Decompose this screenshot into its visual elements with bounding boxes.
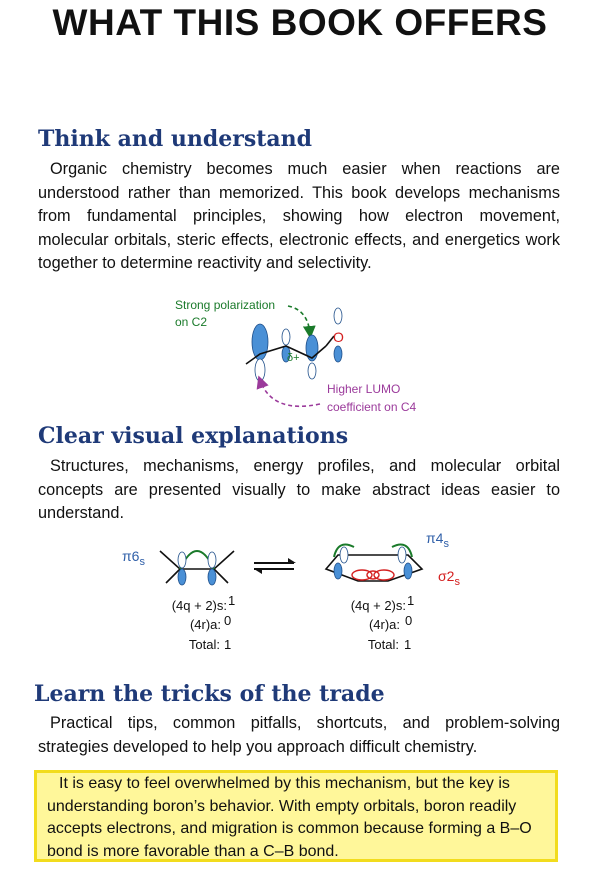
left-count-value-1: 1 bbox=[228, 593, 236, 608]
polarization-arrow bbox=[288, 306, 310, 334]
right-count-value-3: 1 bbox=[404, 637, 412, 652]
orbital-c2-bottom bbox=[308, 363, 316, 379]
orbital-polarization-figure bbox=[160, 292, 450, 420]
orbital-o-bottom bbox=[334, 346, 342, 362]
left-count-label-3: Total: bbox=[188, 637, 220, 652]
orbital-c4-bottom bbox=[255, 359, 265, 381]
left-skeleton-right bbox=[214, 551, 234, 583]
page-title: WHAT THIS BOOK OFFERS bbox=[52, 2, 548, 43]
delta-plus-label: δ+ bbox=[287, 352, 300, 364]
woodward-hoffmann-figure bbox=[108, 525, 488, 655]
left-pi-label: $\pi 6_s$ bbox=[122, 548, 145, 568]
lumo-arrow bbox=[260, 380, 320, 406]
section-heading-think: Think and understand bbox=[38, 126, 313, 152]
section-body-think: Organic chemistry becomes much easier when reactions are understood rather than memorized. This book develops mechanisms from fundamental principles, showing how electron movement, molecular orbitals, steric effects, electronic effects, and energetics work together to determine reactivity and selectivity. bbox=[38, 160, 560, 272]
orbital-o-top bbox=[334, 308, 342, 324]
lumo-label-line2: coefficient on C4 bbox=[327, 400, 417, 414]
section-heading-tricks: Learn the tricks of the trade bbox=[34, 681, 385, 707]
right-count-value-1: 1 bbox=[407, 593, 415, 608]
left-skeleton-left bbox=[160, 551, 180, 583]
polarization-label-line1: Strong polarization bbox=[175, 298, 276, 312]
right-pi-label: $\pi 4_s$ bbox=[426, 530, 449, 550]
sigma-orbital-right bbox=[374, 570, 394, 580]
lumo-label-line1: Higher LUMO bbox=[327, 382, 401, 396]
left-count-label-1: (4q + 2)s: bbox=[171, 598, 227, 613]
oxygen-atom-label: O bbox=[333, 329, 344, 345]
left-count-value-2: 0 bbox=[224, 613, 232, 628]
left-count-value-3: 1 bbox=[224, 637, 232, 652]
right-count-label-3: Total: bbox=[367, 637, 399, 652]
polarization-label-line2: on C2 bbox=[175, 315, 208, 329]
right-count-label-1: (4q + 2)s: bbox=[350, 598, 406, 613]
section-body-visual: Structures, mechanisms, energy profiles, and molecular orbital concepts are presented visually to make abstract ideas easier to understand. bbox=[38, 457, 560, 522]
right-count-label-2: (4r)a: bbox=[368, 617, 400, 632]
left-count-label-2: (4r)a: bbox=[189, 617, 221, 632]
section-body-tricks: Practical tips, common pitfalls, shortcuts, and problem-solving strategies developed to help you approach difficult chemistry. bbox=[38, 714, 560, 756]
orbital-c3-top bbox=[282, 329, 290, 345]
right-count-value-2: 0 bbox=[405, 613, 413, 628]
tip-callout-text: It is easy to feel overwhelmed by this mechanism, but the key is understanding boron’s behavior. With empty orbitals, boron readily accepts electrons, and migration is common because forming a B–O bond is more favorable than a C–B bond. bbox=[47, 775, 532, 860]
right-sigma-label: $\sigma 2_s$ bbox=[438, 568, 460, 588]
section-heading-visual: Clear visual explanations bbox=[38, 423, 349, 449]
tip-callout-box bbox=[34, 770, 558, 862]
